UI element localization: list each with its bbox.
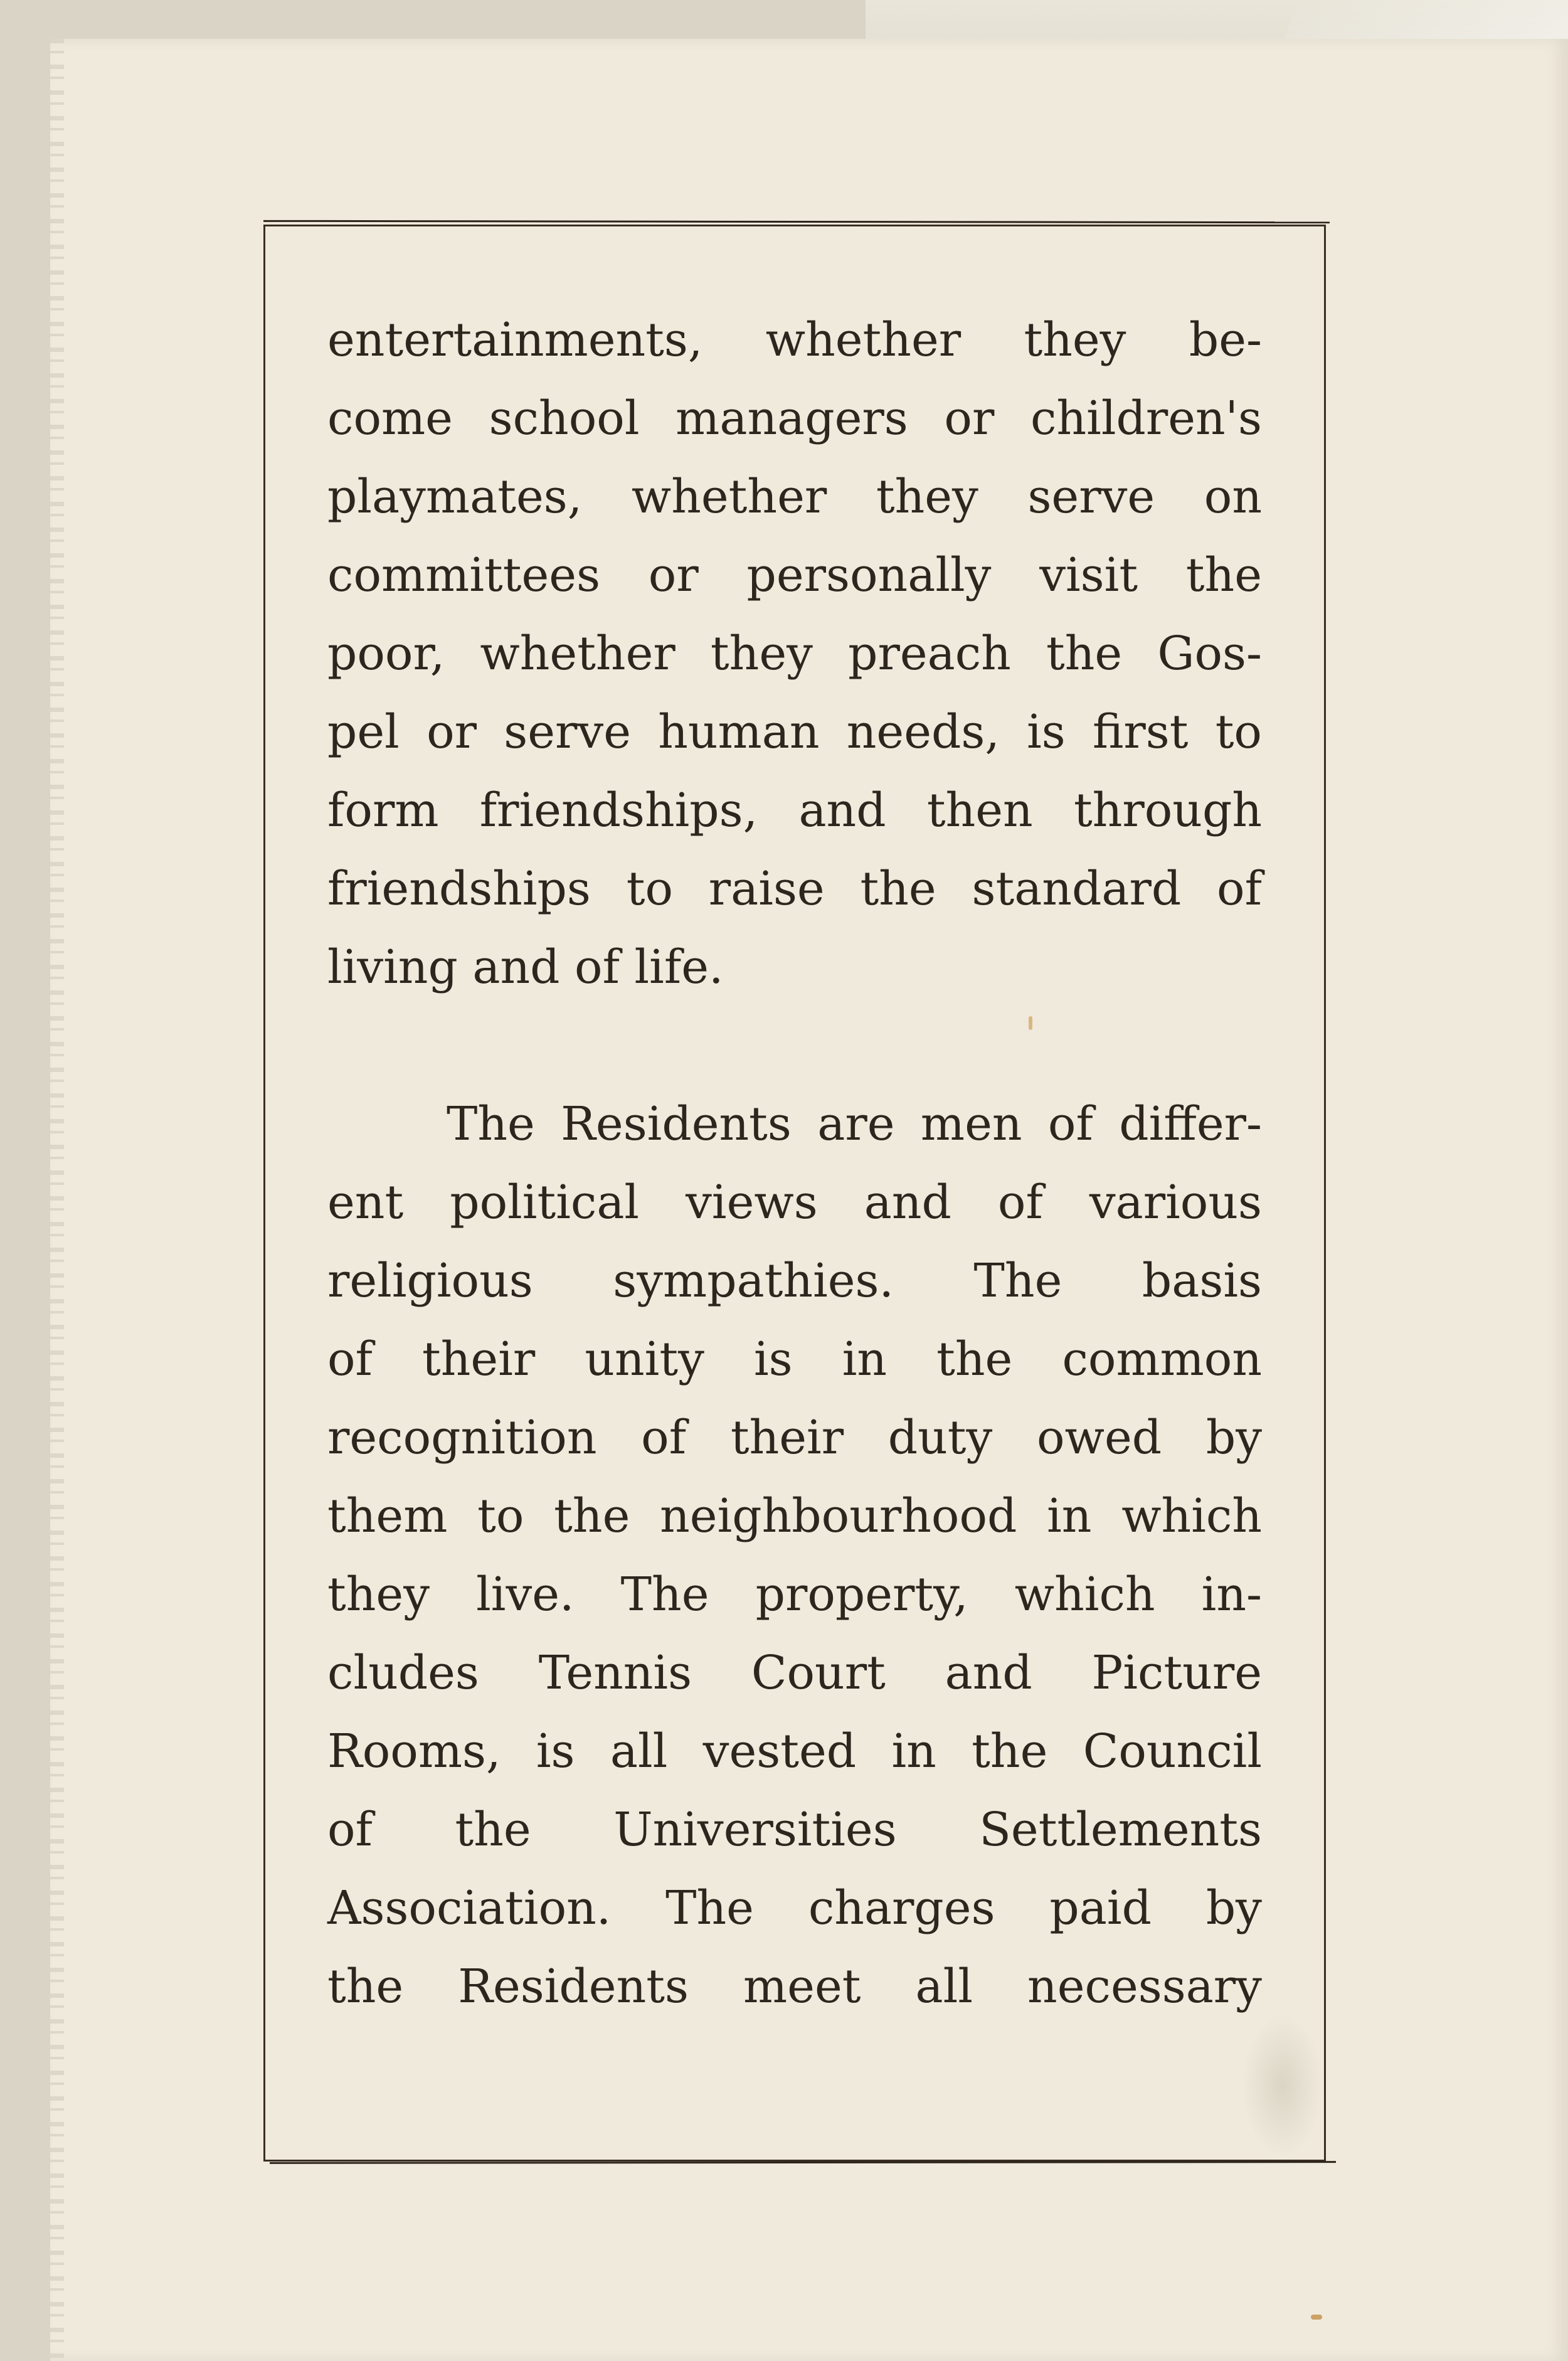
- text-line: friendships to raise the standard of: [327, 862, 1262, 916]
- text-line: recognition of their duty owed by: [327, 1411, 1262, 1465]
- text-line: Association. The charges paid by: [327, 1881, 1262, 1935]
- text-line: entertainments, whether they be-: [327, 313, 1262, 367]
- text-line: them to the neighbourhood in which: [327, 1489, 1262, 1543]
- paper-stain: [1311, 2315, 1322, 2320]
- text-line: playmates, whether they serve on: [327, 470, 1262, 524]
- text-line: pel or serve human needs, is first to: [327, 705, 1262, 759]
- text-line: religious sympathies. The basis: [327, 1254, 1262, 1308]
- text-line: The Residents are men of differ-: [447, 1097, 1262, 1151]
- text-line: committees or personally visit the: [327, 548, 1262, 602]
- text-line: of their unity is in the common: [327, 1332, 1262, 1386]
- deckled-edge: [50, 39, 64, 2361]
- text-line: come school managers or children's: [327, 391, 1262, 445]
- paper-smudge: [1242, 2013, 1323, 2158]
- text-line: form friendships, and then through: [327, 783, 1262, 837]
- paragraph-2: [327, 1085, 1262, 2026]
- text-line: poor, whether they preach the Gos-: [327, 627, 1262, 681]
- text-line: they live. The property, which in-: [327, 1568, 1262, 1621]
- text-line: Rooms, is all vested in the Council: [327, 1724, 1262, 1778]
- text-line: ent political views and of various: [327, 1175, 1262, 1229]
- paragraph-gap: [327, 1007, 1262, 1085]
- paragraph-1: [327, 301, 1262, 1007]
- text-line: of the Universities Settlements: [327, 1803, 1262, 1857]
- body-text: [327, 301, 1262, 2026]
- text-line: the Residents meet all necessary: [327, 1960, 1262, 2013]
- text-line: living and of life.: [327, 940, 724, 994]
- text-line: cludes Tennis Court and Picture: [327, 1646, 1262, 1700]
